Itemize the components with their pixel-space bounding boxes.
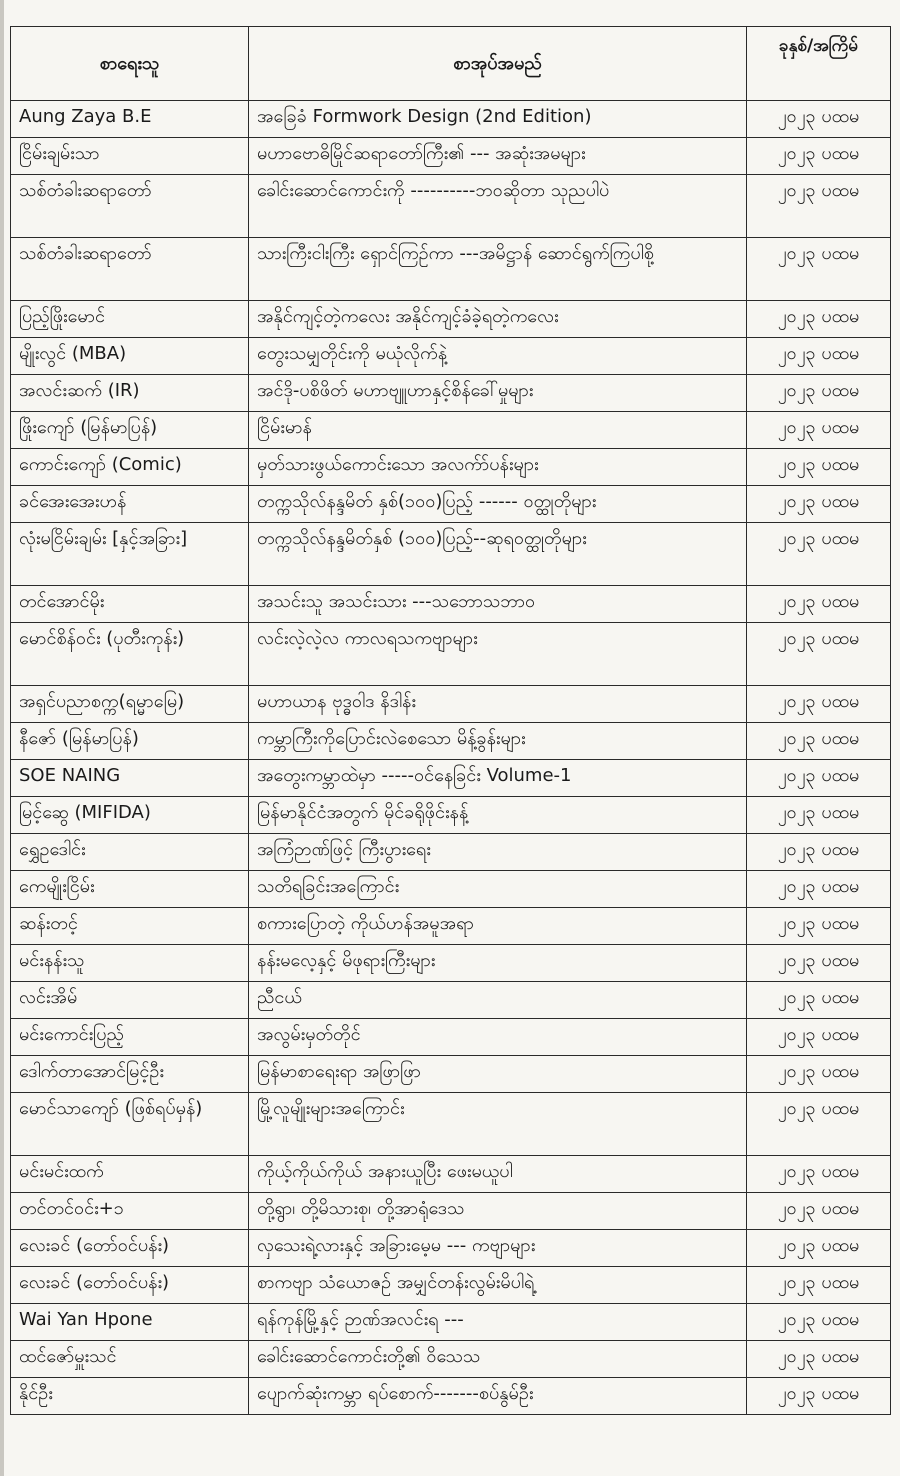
title-cell: တွေးသမျှတိုင်းကို မယုံလိုက်နဲ့ [249, 338, 747, 375]
author-cell: ဆန်းတင့် [11, 908, 249, 945]
table-row [11, 1019, 891, 1056]
year-cell: ၂၀၂၃ ပထမ [747, 1341, 891, 1378]
table-row [11, 238, 891, 301]
year-cell: ၂၀၂၃ ပထမ [747, 523, 891, 586]
title-cell: အလွမ်းမှတ်တိုင် [249, 1019, 747, 1056]
title-cell: သတိရခြင်းအကြောင်း [249, 871, 747, 908]
author-cell: သစ်တံခါးဆရာတော် [11, 175, 249, 238]
table-row [11, 1093, 891, 1156]
year-cell: ၂၀၂၃ ပထမ [747, 1019, 891, 1056]
table-row [11, 871, 891, 908]
author-cell: ထင်ဇော်မှူးသင် [11, 1341, 249, 1378]
year-cell: ၂၀၂၃ ပထမ [747, 375, 891, 412]
table-row [11, 338, 891, 375]
author-cell: မင်းမင်းထက် [11, 1156, 249, 1193]
table-row [11, 101, 891, 138]
title-cell: စာကဗျာ သံယောဇဉ် အမျှင်တန်းလွမ်းမိပါရဲ့ [249, 1267, 747, 1304]
year-cell: ၂၀၂၃ ပထမ [747, 834, 891, 871]
author-cell: မြင့်ဆွေ (MIFIDA) [11, 797, 249, 834]
table-row [11, 834, 891, 871]
year-cell: ၂၀၂၃ ပထမ [747, 871, 891, 908]
title-cell: ငြိမ်းမာန် [249, 412, 747, 449]
title-cell: အတွေးကမ္ဘာထဲမှာ -----ဝင်နေခြင်း Volume-1 [249, 760, 747, 797]
page-edge [0, 0, 4, 1476]
table-row [11, 375, 891, 412]
year-cell: ၂၀၂၃ ပထမ [747, 449, 891, 486]
title-cell: တို့ရွာ၊ တို့မိသားစု၊ တို့အာရုံဒေသ [249, 1193, 747, 1230]
title-cell: တက္ကသိုလ်နန္ဒမိတ် နှစ်(၁၀၀)ပြည့် ------ ဝတ္ထုတိုများ [249, 486, 747, 523]
author-cell: မောင်စိန်ဝင်း (ပုတီးကုန်း) [11, 623, 249, 686]
header-author: စာရေးသူ [11, 27, 249, 101]
title-cell: သားကြီးငါးကြီး ရှောင်ကြဉ်ကာ ---အမိဋ္ဌာန် ဆောင်ရွက်ကြပါစို့ [249, 238, 747, 301]
title-cell: အနိုင်ကျင့်တဲ့ကလေး အနိုင်ကျင့်ခံခဲ့ရတဲ့ကလေး [249, 301, 747, 338]
year-cell: ၂၀၂၃ ပထမ [747, 1230, 891, 1267]
title-cell: ညီငယ် [249, 982, 747, 1019]
author-cell: ခင်အေးအေးဟန် [11, 486, 249, 523]
header-title: စာအုပ်အမည် [249, 27, 747, 101]
year-cell: ၂၀၂၃ ပထမ [747, 1056, 891, 1093]
year-cell: ၂၀၂၃ ပထမ [747, 412, 891, 449]
table-row [11, 523, 891, 586]
year-cell: ၂၀၂၃ ပထမ [747, 1304, 891, 1341]
author-cell: တင်အောင်မိုး [11, 586, 249, 623]
table-row [11, 623, 891, 686]
author-cell: Wai Yan Hpone [11, 1304, 249, 1341]
year-cell: ၂၀၂၃ ပထမ [747, 908, 891, 945]
author-cell: တင်တင်ဝင်း+၁ [11, 1193, 249, 1230]
table-row [11, 138, 891, 175]
title-cell: ရန်ကုန်မြို့နှင့် ဉာဏ်အလင်းရ --- [249, 1304, 747, 1341]
table-body [11, 101, 891, 1415]
year-cell: ၂၀၂၃ ပထမ [747, 338, 891, 375]
table-row [11, 486, 891, 523]
author-cell: SOE NAING [11, 760, 249, 797]
table-row [11, 1156, 891, 1193]
title-cell: လင်းလဲ့လဲ့လ ကာလရသကဗျာများ [249, 623, 747, 686]
title-cell: မြန်မာနိုင်ငံအတွက် မိုင်ခရိုဖိုင်းနန့် [249, 797, 747, 834]
table-row [11, 797, 891, 834]
year-cell: ၂၀၂၃ ပထမ [747, 797, 891, 834]
author-cell: လေးခင် (တော်ဝင်ပန်း) [11, 1230, 249, 1267]
year-cell: ၂၀၂၃ ပထမ [747, 1093, 891, 1156]
year-cell: ၂၀၂၃ ပထမ [747, 1156, 891, 1193]
title-cell: စကားပြောတဲ့ ကိုယ်ဟန်အမူအရာ [249, 908, 747, 945]
table-row [11, 760, 891, 797]
title-cell: နန်းမလေ့နှင့် မိဖုရားကြီးများ [249, 945, 747, 982]
author-cell: မျိုးလွင် (MBA) [11, 338, 249, 375]
author-cell: လေးခင် (တော်ဝင်ပန်း) [11, 1267, 249, 1304]
title-cell: မြို့လူမျိုးများအကြောင်း [249, 1093, 747, 1156]
author-cell: ရွှေဥဒေါင်း [11, 834, 249, 871]
author-cell: အလင်းဆက် (IR) [11, 375, 249, 412]
title-cell: အသင်းသူ အသင်းသား ---သဘောသဘာဝ [249, 586, 747, 623]
year-cell: ၂၀၂၃ ပထမ [747, 623, 891, 686]
author-cell: လင်းအိမ် [11, 982, 249, 1019]
author-cell: မင်းကောင်းပြည့် [11, 1019, 249, 1056]
year-cell: ၂၀၂၃ ပထမ [747, 723, 891, 760]
table-row [11, 1056, 891, 1093]
table-row [11, 1304, 891, 1341]
title-cell: ကမ္ဘာကြီးကိုပြောင်းလဲစေသော မိန့်ခွန်းများ [249, 723, 747, 760]
title-cell: မြန်မာစာရေးရာ အဖြာဖြာ [249, 1056, 747, 1093]
year-cell: ၂၀၂၃ ပထမ [747, 982, 891, 1019]
author-cell: Aung Zaya B.E [11, 101, 249, 138]
title-cell: ခေါင်းဆောင်ကောင်းတို့၏ ဝိသေသ [249, 1341, 747, 1378]
year-cell: ၂၀၂၃ ပထမ [747, 1267, 891, 1304]
table-row [11, 908, 891, 945]
table-row [11, 1267, 891, 1304]
table-row [11, 449, 891, 486]
year-cell: ၂၀၂၃ ပထမ [747, 486, 891, 523]
title-cell: ကိုယ့်ကိုယ်ကိုယ် အနားယူပြီး ဖေးမယူပါ [249, 1156, 747, 1193]
table-row [11, 945, 891, 982]
title-cell: ပျောက်ဆုံးကမ္ဘာ ရပ်စောက်-------စပ်နွမ်ဦး [249, 1378, 747, 1415]
author-cell: လုံးမငြိမ်းချမ်း [နှင့်အခြား] [11, 523, 249, 586]
title-cell: မှတ်သားဖွယ်ကောင်းသော အလက်ာ်ပန်းများ [249, 449, 747, 486]
header-year-edition: ခုနှစ်/အကြိမ် [747, 27, 891, 101]
year-cell: ၂၀၂၃ ပထမ [747, 1193, 891, 1230]
author-cell: ပြည့်ဖြိုးမောင် [11, 301, 249, 338]
year-cell: ၂၀၂၃ ပထမ [747, 301, 891, 338]
table-row [11, 1230, 891, 1267]
author-cell: ဖြိုးကျော် (မြန်မာပြန်) [11, 412, 249, 449]
author-cell: သစ်တံခါးဆရာတော် [11, 238, 249, 301]
title-cell: လှသေးရဲ့လားနှင့် အခြားမေ့မ --- ကဗျာများ [249, 1230, 747, 1267]
year-cell: ၂၀၂၃ ပထမ [747, 101, 891, 138]
year-cell: ၂၀၂၃ ပထမ [747, 760, 891, 797]
author-cell: ကောင်းကျော် (Comic) [11, 449, 249, 486]
title-cell: အခြေခံ Formwork Design (2nd Edition) [249, 101, 747, 138]
author-cell: နီဇော် (မြန်မာပြန်) [11, 723, 249, 760]
year-cell: ၂၀၂၃ ပထမ [747, 238, 891, 301]
header-row [11, 27, 891, 101]
table-row [11, 1193, 891, 1230]
table-row [11, 723, 891, 760]
table-row [11, 982, 891, 1019]
author-cell: အရှင်ပညာစက္က(ရမ္မာမြေ) [11, 686, 249, 723]
table-row [11, 301, 891, 338]
year-cell: ၂၀၂၃ ပထမ [747, 175, 891, 238]
table-row [11, 412, 891, 449]
year-cell: ၂၀၂၃ ပထမ [747, 686, 891, 723]
year-cell: ၂၀၂၃ ပထမ [747, 138, 891, 175]
table-row [11, 586, 891, 623]
author-cell: ဒေါက်တာအောင်မြင့်ဦး [11, 1056, 249, 1093]
title-cell: တက္ကသိုလ်နန္ဒမိတ်နှစ် (၁၀၀)ပြည့်--ဆုရဝတ္ထုတိုများ [249, 523, 747, 586]
title-cell: ခေါင်းဆောင်ကောင်းကို ----------ဘဝဆိုတာ သုညပါပဲ [249, 175, 747, 238]
author-cell: ငြိမ်းချမ်းသာ [11, 138, 249, 175]
author-cell: ကေမျိုးငြိမ်း [11, 871, 249, 908]
author-cell: နိုင်ဦး [11, 1378, 249, 1415]
table-row [11, 1378, 891, 1415]
year-cell: ၂၀၂၃ ပထမ [747, 586, 891, 623]
title-cell: မဟာယာန ဗုဒ္ဓဝါဒ နိဒါန်း [249, 686, 747, 723]
table-row [11, 686, 891, 723]
title-cell: မဟာဗောဓိမြိုင်ဆရာတော်ကြီး၏ --- အဆုံးအမများ [249, 138, 747, 175]
table-row [11, 175, 891, 238]
year-cell: ၂၀၂၃ ပထမ [747, 945, 891, 982]
year-cell: ၂၀၂၃ ပထမ [747, 1378, 891, 1415]
table-row [11, 1341, 891, 1378]
title-cell: အကြံဉာဏ်ဖြင့် ကြီးပွားရေး [249, 834, 747, 871]
book-list-table [10, 26, 891, 1415]
author-cell: မင်းနန်းသူ [11, 945, 249, 982]
title-cell: အင်ဒို-ပစိဖိတ် မဟာဗျူဟာနှင့်စိန်ခေါ်မှုများ [249, 375, 747, 412]
author-cell: မောင်သာကျော် (ဖြစ်ရပ်မှန်) [11, 1093, 249, 1156]
